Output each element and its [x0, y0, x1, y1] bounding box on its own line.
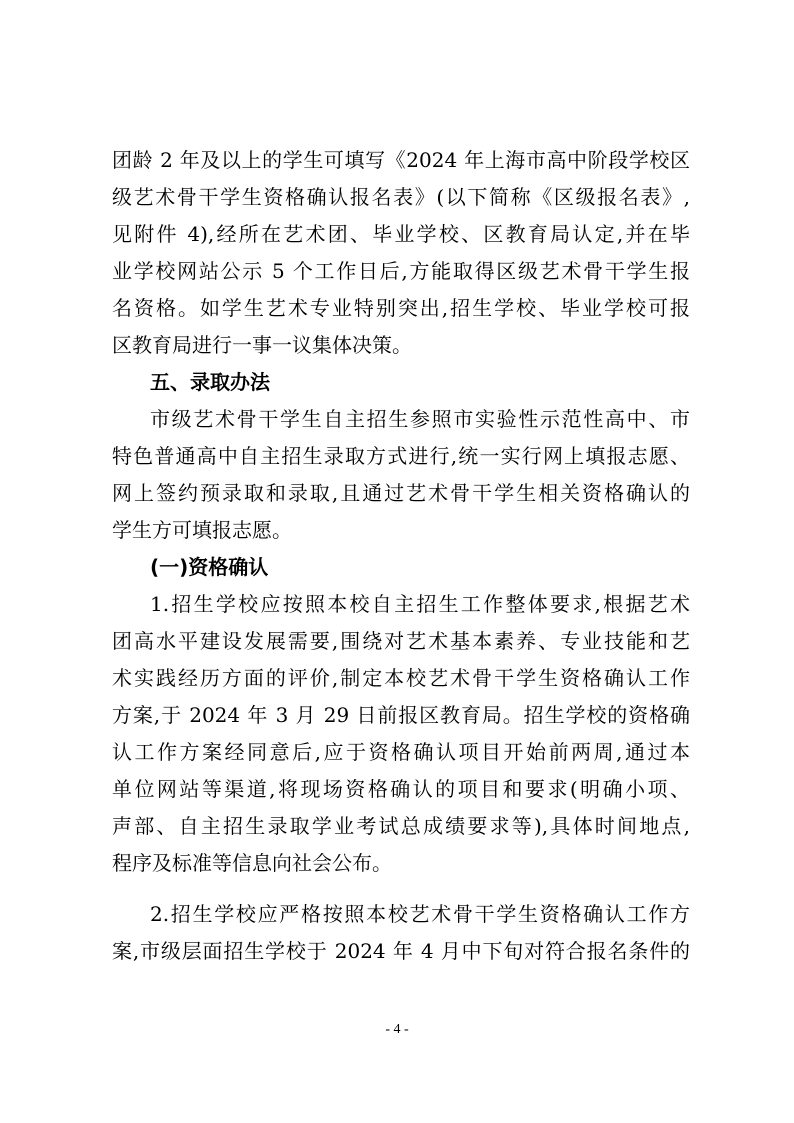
text-line: 业学校网站公示 5 个工作日后,方能取得区级艺术骨干学生报 — [112, 259, 690, 283]
text-line: 团高水平建设发展需要,围绕对艺术基本素养、专业技能和艺 — [112, 629, 690, 653]
text-line: 单位网站等渠道,将现场资格确认的项目和要求(明确小项、 — [112, 777, 690, 801]
text-line: 案,市级层面招生学校于 2024 年 4 月中下旬对符合报名条件的 — [112, 939, 690, 963]
text-line: 网上签约预录取和录取,且通过艺术骨干学生相关资格确认的 — [112, 481, 690, 505]
text-line: 区教育局进行一事一议集体决策。 — [112, 333, 412, 357]
text-line: 级艺术骨干学生资格确认报名表》(以下简称《区级报名表》, — [112, 185, 690, 209]
page-number: - 4 - — [385, 1022, 409, 1037]
text-line: 程序及标准等信息向社会公布。 — [112, 851, 392, 875]
text-line: 名资格。如学生艺术专业特别突出,招生学校、毕业学校可报 — [112, 296, 690, 320]
text-line: 特色普通高中自主招生录取方式进行,统一实行网上填报志愿、 — [112, 444, 690, 468]
text-line: 声部、自主招生录取学业考试总成绩要求等),具体时间地点, — [112, 814, 690, 838]
section-heading: 五、录取办法 — [150, 370, 270, 394]
text-line: 方案,于 2024 年 3 月 29 日前报区教育局。招生学校的资格确 — [112, 703, 690, 727]
subsection-heading: (一)资格确认 — [150, 555, 269, 579]
text-line: 认工作方案经同意后,应于资格确认项目开始前两周,通过本 — [112, 740, 690, 764]
text-line: 见附件 4),经所在艺术团、毕业学校、区教育局认定,并在毕 — [112, 222, 690, 246]
text-line: 市级艺术骨干学生自主招生参照市实验性示范性高中、市 — [150, 407, 690, 431]
text-line: 团龄 2 年及以上的学生可填写《2024 年上海市高中阶段学校区 — [112, 148, 690, 172]
text-line: 学生方可填报志愿。 — [112, 518, 292, 542]
text-line: 1.招生学校应按照本校自主招生工作整体要求,根据艺术 — [150, 592, 690, 616]
text-line: 2.招生学校应严格按照本校艺术骨干学生资格确认工作方 — [150, 902, 690, 926]
text-line: 术实践经历方面的评价,制定本校艺术骨干学生资格确认工作 — [112, 666, 690, 690]
